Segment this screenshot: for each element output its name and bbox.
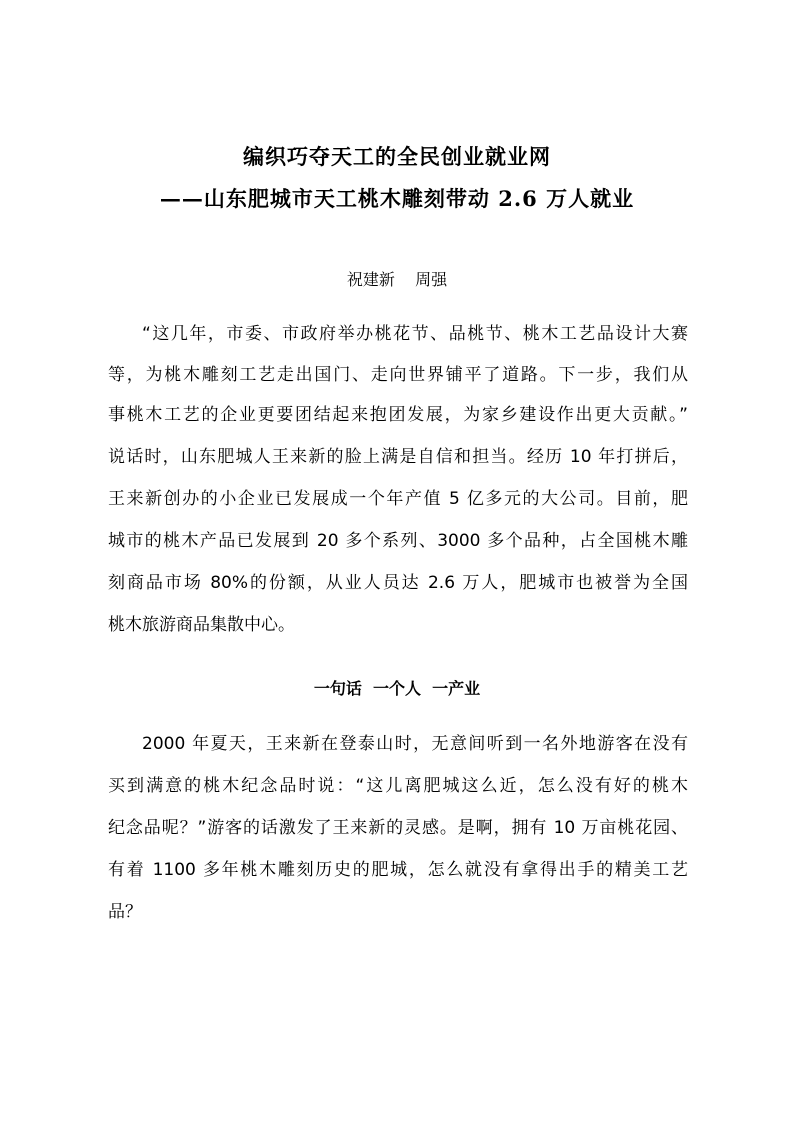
paragraph-2-line: 有着 1100 多年桃木雕刻历史的肥城，怎么就没有拿得出手的精美工艺 xyxy=(108,860,688,880)
section-heading: 一句话 一个人 一产业 xyxy=(313,679,481,698)
document-subtitle: ——山东肥城市天工桃木雕刻带动 2.6 万人就业 xyxy=(159,186,635,211)
paragraph-1-line: 刻商品市场 80%的份额，从业人员达 2.6 万人，肥城市也被誉为全国 xyxy=(108,573,688,593)
paragraph-2-line: 纪念品呢？”游客的话激发了王来新的灵感。是啊，拥有 10 万亩桃花园、 xyxy=(108,818,688,838)
paragraph-1-line: 说话时，山东肥城人王来新的脸上满是自信和担当。经历 10 年打拼后， xyxy=(108,447,688,467)
paragraph-1-line: 等，为桃木雕刻工艺走出国门、走向世界铺平了道路。下一步，我们从 xyxy=(108,365,688,385)
paragraph-1-line: “这几年，市委、市政府举办桃花节、品桃节、桃木工艺品设计大赛 xyxy=(142,324,688,344)
paragraph-1-line: 事桃木工艺的企业更要团结起来抱团发展，为家乡建设作出更大贡献。” xyxy=(108,405,688,425)
paragraph-2-line: 2000 年夏天，王来新在登泰山时，无意间听到一名外地游客在没有 xyxy=(142,734,688,754)
paragraph-2-line: 买到满意的桃木纪念品时说：“这儿离肥城这么近，怎么没有好的桃木 xyxy=(108,776,688,796)
byline-authors: 祝建新 周强 xyxy=(346,270,448,289)
paragraph-1-line: 王来新创办的小企业已发展成一个年产值 5 亿多元的大公司。目前，肥 xyxy=(108,489,688,509)
paragraph-1-line: 城市的桃木产品已发展到 20 多个系列、3000 多个品种，占全国桃木雕 xyxy=(108,531,688,551)
document-title: 编织巧夺天工的全民创业就业网 xyxy=(243,144,551,169)
paragraph-1-line: 桃木旅游商品集散中心。 xyxy=(108,615,295,635)
paragraph-2-line: 品？ xyxy=(108,902,142,922)
